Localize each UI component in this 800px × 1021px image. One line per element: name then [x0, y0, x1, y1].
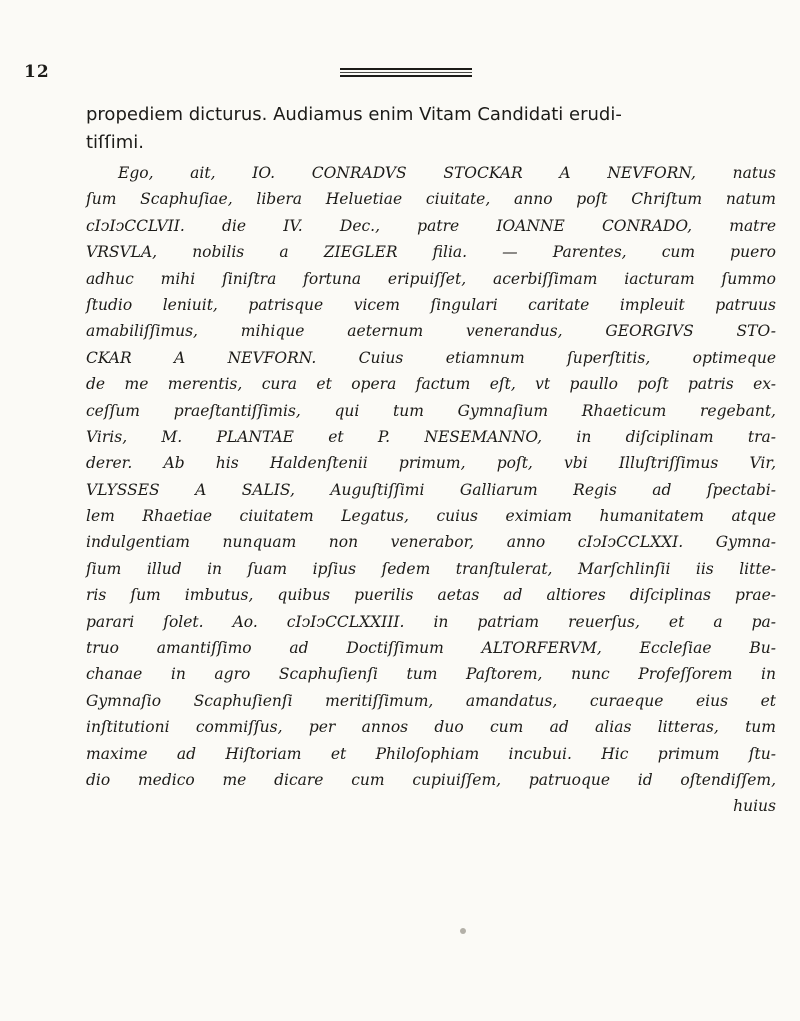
text-line: dio medico me dicare cum cupiuiſſem, patruoque id oſtendiſſem,: [86, 770, 776, 789]
text-line: Gymnaſio Scaphuſienſi meritiſſimum, amandatus, curaeque eius et: [86, 691, 776, 710]
text-line: CKAR A NEVFORN. Cuius etiamnum ſuperſtitis, optimeque: [86, 348, 776, 367]
text-line: cIↄIↄCCLVII. die IV. Dec., patre IOANNE CONRADO, matre: [86, 216, 776, 235]
text-line: adhuc mihi ſiniſtra fortuna eripuiſſet, acerbiſſimam iacturam ſummo: [86, 269, 776, 288]
text-line: ſtudio leniuit, patrisque vicem ſingulari caritate impleuit patruus: [86, 295, 776, 314]
text-line: amabiliſſimus, mihique aeternum venerandus, GEORGIVS STO-: [86, 322, 776, 341]
rule-line: [340, 75, 472, 77]
text-line: ris ſum imbutus, quibus puerilis aetas ad altiores diſciplinas prae-: [86, 586, 776, 605]
text-line: parari ſolet. Ao. cIↄIↄCCLXXIII. in patriam reuerſus, et a pa-: [86, 612, 776, 631]
text-line: ſium illud in ſuam ipſius ſedem tranſtulerat, Marſchlinſii iis litte-: [86, 559, 776, 578]
rule-line: [340, 72, 472, 73]
text-line: Viris, M. PLANTAE et P. NESEMANNO, in diſciplinam tra-: [86, 427, 776, 446]
text-line: VRSVLA, nobilis a ZIEGLER filia. — Parentes, cum puero: [86, 243, 776, 262]
paper-speck: [460, 928, 466, 934]
text-line: ſum Scaphuſiae, libera Heluetiae ciuitate, anno poſt Chriſtum natum: [86, 190, 776, 209]
intro-line: tiſſimi.: [86, 132, 144, 153]
text-line: truo amantiſſimo ad Doctiſſimum ALTORFERVM, Eccleſiae Bu-: [86, 639, 776, 658]
text-line: derer. Ab his Haldenſtenii primum, poſt, vbi Illuſtriſſimus Vir,: [86, 454, 776, 473]
text-line: ceſſum praeſtantiſſimis, qui tum Gymnaſium Rhaeticum regebant,: [86, 401, 776, 420]
page-number: 12: [24, 62, 50, 82]
text-line: VLYSSES A SALIS, Auguſtiſſimi Galliarum Regis ad ſpectabi-: [86, 480, 776, 499]
intro-paragraph: [86, 101, 776, 157]
header-ornament-rule: [340, 68, 472, 78]
text-line: maxime ad Hiſtoriam et Philoſophiam incubui. Hic primum ſtu-: [86, 744, 776, 763]
text-line: inſtitutioni commiſſus, per annos duo cum ad alias litteras, tum: [86, 718, 776, 737]
text-line: indulgentiam nunquam non venerabor, anno cIↄIↄCCLXXI. Gymna-: [86, 533, 776, 552]
rule-line: [340, 68, 472, 70]
text-line: de me merentis, cura et opera factum eſt, vt paullo poſt patris ex-: [86, 375, 776, 394]
catchword: huius: [733, 797, 776, 816]
text-line: lem Rhaetiae ciuitatem Legatus, cuius eximiam humanitatem atque: [86, 507, 776, 526]
text-line: Ego, ait, IO. CONRADVS STOCKAR A NEVFORN, natus: [118, 164, 776, 182]
vita-text: [86, 160, 776, 820]
text-line: chanae in agro Scaphuſienſi tum Paſtorem, nunc Profeſſorem in: [86, 665, 776, 684]
intro-line: propediem dicturus. Audiamus enim Vitam Candidati erudi-: [86, 104, 622, 125]
